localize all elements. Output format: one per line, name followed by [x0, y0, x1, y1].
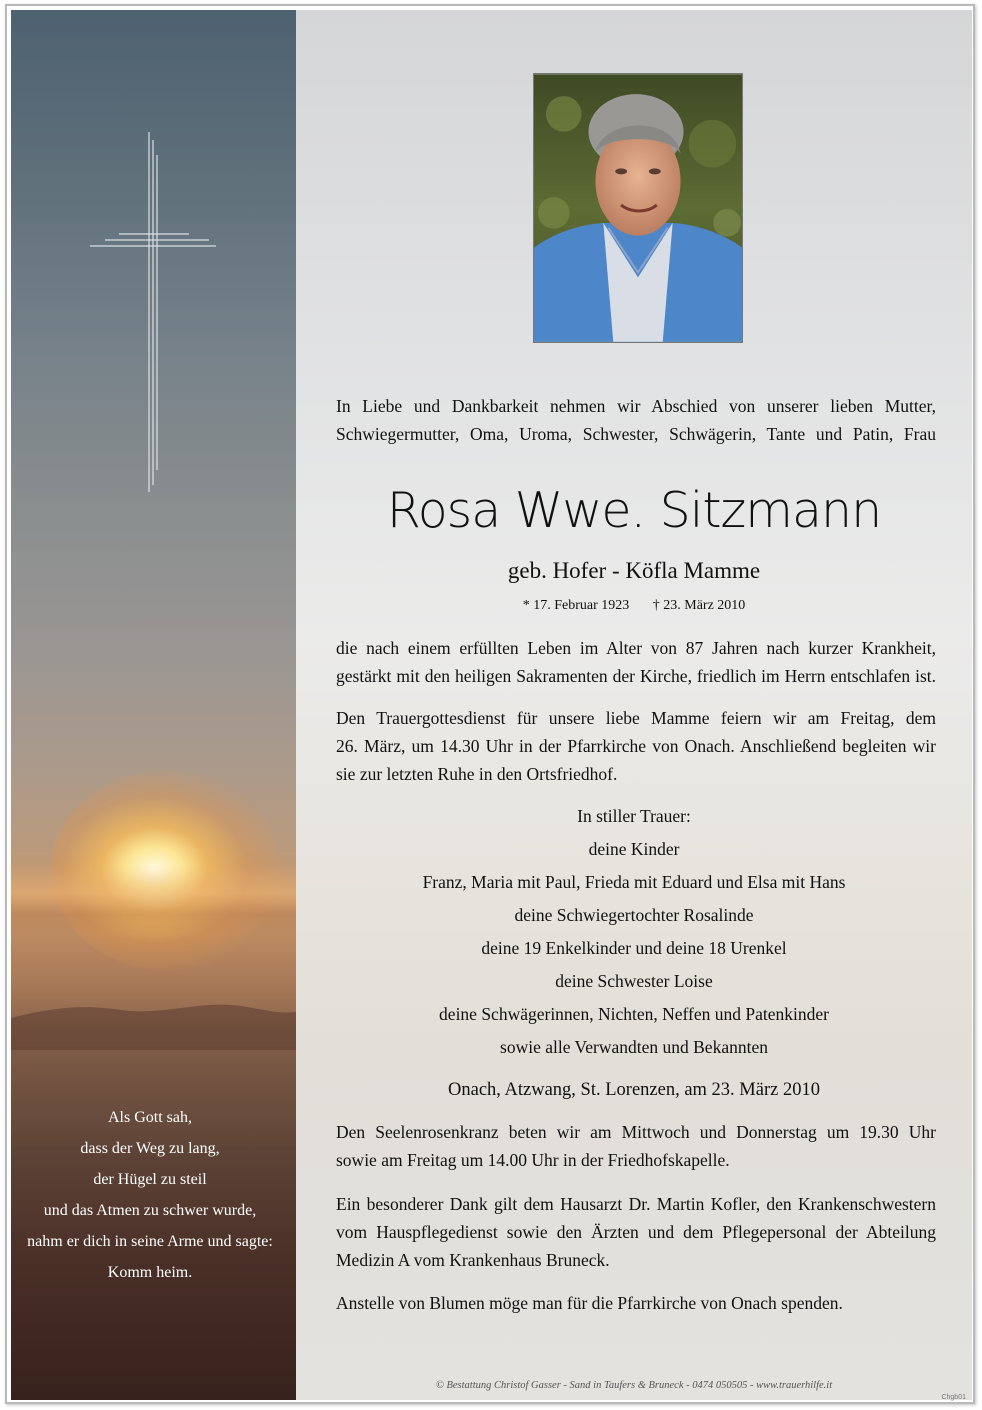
poem-line: der Hügel zu steil: [93, 1171, 207, 1188]
paragraph-line: Den Seelenrosenkranz beten wir am Mittwoch und Donnerstag um 19.30 Uhr: [336, 1122, 936, 1142]
mourner-line: deine Kinder: [588, 839, 680, 859]
birth-date: * 17. Februar 1923: [522, 598, 630, 613]
mourner-line: deine Schwiegertochter Rosalinde: [514, 905, 754, 925]
life-dates: [296, 598, 972, 614]
deceased-name: Rosa Wwe. Sitzmann: [386, 482, 882, 539]
intro-line: Schwiegermutter, Oma, Uroma, Schwester, Schwägerin, Tante und Patin, Frau: [336, 424, 936, 444]
paragraph-passing: [336, 634, 936, 690]
paragraph-donation: [336, 1289, 936, 1317]
paragraph-line: Medizin A vom Krankenhaus Bruneck.: [336, 1250, 610, 1270]
intro-text: [336, 392, 936, 448]
intro-line: In Liebe und Dankbarkeit nehmen wir Abschied von unserer lieben Mutter,: [336, 396, 936, 416]
mourner-line: sowie alle Verwandten und Bekannten: [500, 1037, 768, 1057]
cloud-haze: [11, 865, 296, 935]
mourners-heading: In stiller Trauer:: [577, 806, 691, 826]
poem-line: Komm heim.: [107, 1264, 193, 1281]
paragraph-line: sie zur letzten Ruhe in den Ortsfriedhof.: [336, 764, 618, 784]
footer-credit: © Bestattung Christof Gasser - Sand in Taufers & Bruneck - 0474 050505 - www.trauerhilfe.it: [435, 1380, 833, 1391]
paragraph-funeral: [336, 704, 936, 788]
death-date: † 23. März 2010: [652, 598, 746, 613]
birth-name: geb. Hofer - Köfla Mamme: [507, 558, 761, 583]
paragraph-rosary: [336, 1118, 936, 1174]
mourner-line: deine Schwägerinnen, Nichten, Neffen und Patenkinder: [439, 1004, 829, 1024]
paragraph-thanks: [336, 1190, 936, 1274]
portrait-photo: [533, 73, 743, 343]
mourner-line: deine Schwester Loise: [555, 971, 713, 991]
paragraph-line: Ein besonderer Dank gilt dem Hausarzt Dr. Martin Kofler, den Krankenschwestern: [336, 1194, 936, 1214]
poem-line: dass der Weg zu lang,: [80, 1140, 220, 1157]
place-date: [296, 1074, 972, 1107]
paragraph-line: Anstelle von Blumen möge man für die Pfarrkirche von Onach spenden.: [336, 1293, 843, 1313]
place-date-text: Onach, Atzwang, St. Lorenzen, am 23. März 2010: [448, 1080, 820, 1100]
paragraph-line: die nach einem erfüllten Leben im Alter von 87 Jahren nach kurzer Krankheit,: [336, 638, 936, 658]
paragraph-line: gestärkt mit den heiligen Sakramenten der Kirche, friedlich im Herrn entschlafen ist.: [336, 666, 936, 686]
paragraph-line: sowie am Freitag um 14.00 Uhr in der Friedhofskapelle.: [336, 1150, 730, 1170]
poem-line: Als Gott sah,: [108, 1109, 192, 1126]
cross-icon: [89, 130, 219, 495]
notice-content: [296, 10, 972, 1400]
poem-line: und das Atmen zu schwer wurde,: [43, 1202, 257, 1219]
poem-line: nahm er dich in seine Arme und sagte:: [27, 1233, 273, 1250]
template-code: Chgb01: [941, 1394, 966, 1401]
mourner-line: Franz, Maria mit Paul, Frieda mit Eduard und Elsa mit Hans: [422, 872, 846, 892]
paragraph-line: 26. März, um 14.30 Uhr in der Pfarrkirche von Onach. Anschließend begleiten wir: [336, 736, 936, 756]
mountain-silhouette: [11, 990, 296, 1050]
paragraph-line: vom Hauspflegedienst sowie den Ärzten und dem Pflegepersonal der Abteilung: [336, 1222, 936, 1242]
poem: [0, 1102, 300, 1288]
mourners-list: [296, 800, 972, 1064]
paragraph-line: Den Trauergottesdienst für unsere liebe Mamme feiern wir am Freitag, dem: [336, 708, 936, 728]
mourner-line: deine 19 Enkelkinder und deine 18 Urenkel: [481, 938, 787, 958]
